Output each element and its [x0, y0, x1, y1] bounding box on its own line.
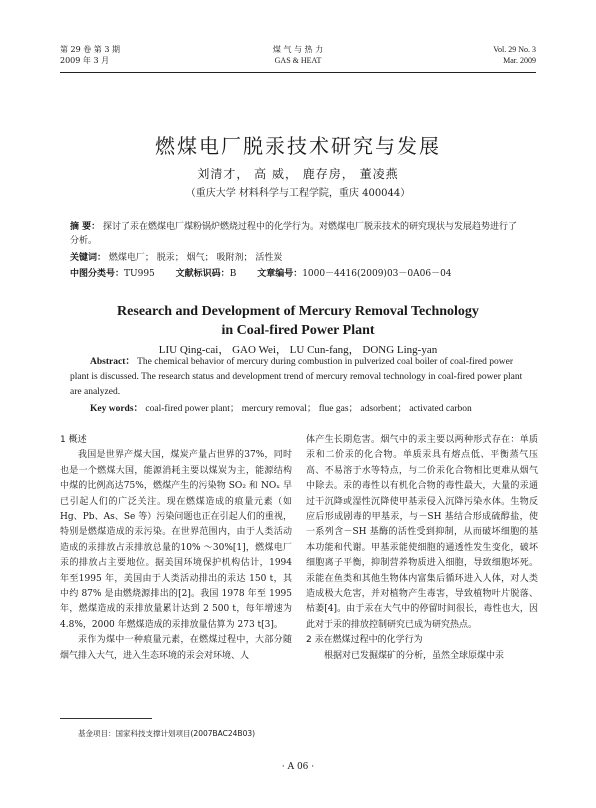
body-paragraph-1: 我国是世界产煤大国，煤炭产量占世界的37%，同时也是一个燃煤大国，能源消耗主要以煤炭为主，能源结构中煤的比例高达75%，燃煤产生的污染物 SO₂ 和 NOₓ 早已引起人们的广泛关注。现在燃煤造成的痕量元素（如 Hg、Pb、As、Se 等）污染问题也正在引起人们的重视，特别是燃煤造成的汞污染。在世界范围内，由于人类活动造成的汞排放占汞排放总量的10% ～30%[1]，燃煤电厂汞的排放占主要地位。据美国环境保护机构估计，1994 年至1995 年，美国由于人类活动排出的汞达 150 t，其中约 87% 是由燃烧源排出的[2]。我国 1978 年至 1995 年，燃煤造成的汞排放量累计达到 2 500 t，每年增速为 4.8%，2000 年燃煤造成的汞排放量估算为 273 t[3]。	[60, 450, 292, 630]
keywords-en-text: coal-fired power plant； mercury removal； flue gas； adsorbent； activated carbon	[145, 404, 472, 414]
header-volume-en-text: Vol. 29 No. 3	[493, 45, 536, 54]
abstract-cn-label: 摘 要：	[70, 222, 101, 232]
keywords-cn	[70, 251, 526, 265]
clc-label: 中图分类号：	[70, 269, 125, 279]
header-rule	[60, 72, 536, 73]
keywords-en	[90, 402, 526, 417]
title-cn: 燃煤电厂脱汞技术研究与发展	[155, 134, 441, 158]
header-date-en: Mar. 2009	[503, 56, 536, 65]
header-volume-cn-text: 第 29 卷 第 3 期	[60, 45, 120, 54]
footnote-rule	[60, 718, 152, 719]
keywords-cn-label: 关键词：	[70, 253, 107, 263]
section-heading-2: 2 汞在燃煤过程中的化学行为	[306, 635, 423, 646]
footnote-funding: 基金项目：国家科技支撑计划项目(2007BAC24B03)	[78, 729, 256, 738]
body-paragraph-4: 根据对已发掘煤矿的分析，虽然全球原煤中汞	[324, 650, 505, 661]
body-paragraph-2: 汞作为煤中一种痕量元素，在燃煤过程中，大部分随烟气排入大气，进入生态环境的汞会对环境、人	[60, 635, 292, 661]
abstract-en-label: Abstract：	[90, 357, 135, 367]
abstract-en-text: The chemical behavior of mercury during combustion in pulverized coal boiler of coal-fired power plant is discussed. The research status and development trend of mercury removal technology in coal-fired power plant are analyzed.	[70, 357, 523, 397]
body-column-right	[306, 433, 538, 664]
abstract-cn-text: 探讨了汞在燃煤电厂煤粉锅炉燃烧过程中的化学行为。对燃煤电厂脱汞技术的研究现状与发展趋势进行了分析。	[70, 222, 518, 246]
keywords-en-label: Key words：	[90, 404, 144, 414]
authors-cn: 刘清才， 高 威， 鹿存房， 董凌燕	[197, 167, 399, 181]
abstract-en	[70, 355, 526, 400]
keywords-cn-text: 燃煤电厂； 脱汞； 烟气； 吸附剂； 活性炭	[108, 253, 283, 263]
section-heading-1: 1 概述	[60, 435, 87, 445]
doc-code-label: 文献标识码：	[175, 269, 230, 279]
header-journal-cn: 煤 气 与 热 力	[272, 45, 324, 54]
doc-code-value: B	[229, 269, 237, 279]
header-volume-en	[493, 44, 536, 66]
body-column-left	[60, 433, 292, 664]
affiliation-cn: （重庆大学 材料科学与工程学院，重庆 400044）	[185, 188, 411, 199]
abstract-cn	[70, 220, 526, 248]
body-paragraph-3: 体产生长期危害。烟气中的汞主要以两种形式存在：单质汞和二价汞的化合物。单质汞具有熔点低、平衡蒸气压高、不易溶于水等特点，与二价汞化合物相比更难从烟气中除去。汞的毒性以有机化合物的毒性最大，大量的汞通过干沉降或湿性沉降使甲基汞侵入沉降污染水体。生物反应后形成剧毒的甲基汞，与－SH 基结合形成硫醇盐，使一系列含－SH 基酶的活性受到抑制，从而破坏细胞的基本功能和代谢。甲基汞能使细胞的通透性发生变化，破坏细胞离子平衡，抑制营养物质进入细胞，导致细胞坏死。汞能在鱼类和其他生物体内富集后循环进入人体，对人类造成极大危害，并对植物产生毒害，导致植物叶片脱落、枯萎[4]。由于汞在大气中的停留时间很长，毒性也大，因此对于汞的排放控制研究已成为研究热点。	[306, 435, 538, 630]
header-journal-en: GAS & HEAT	[274, 56, 322, 65]
page-number: · A 06 ·	[281, 762, 315, 772]
classification-line	[70, 267, 526, 281]
header-date-cn: 2009 年 3 月	[60, 56, 110, 65]
title-en-line2: in Coal-fired Power Plant	[221, 323, 375, 338]
clc-value: TU995	[124, 269, 155, 279]
article-no-label: 文章编号：	[257, 269, 303, 279]
title-en	[0, 302, 596, 340]
authors-en: LIU Qing-cai， GAO Wei， LU Cun-fang， DONG Ling-yan	[158, 344, 438, 356]
article-no-value: 1000－4416(2009)03－0A06－04	[302, 269, 452, 279]
title-en-line1: Research and Development of Mercury Removal Technology	[117, 304, 479, 319]
